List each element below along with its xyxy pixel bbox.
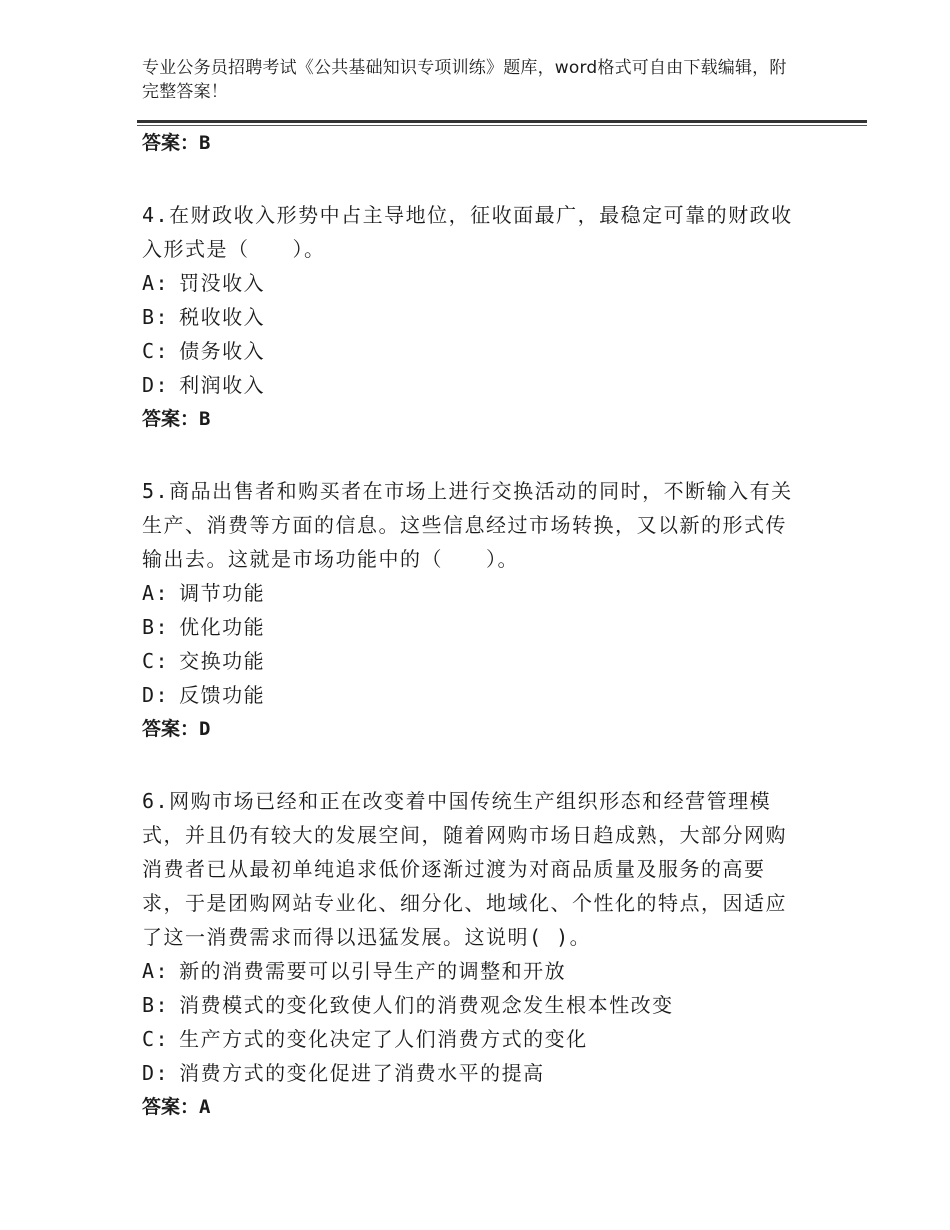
option-letter: D: bbox=[142, 373, 170, 397]
answer-label: 答案： bbox=[142, 1096, 200, 1118]
option-b bbox=[142, 610, 802, 644]
option-letter: D: bbox=[142, 683, 170, 707]
option-text: 反馈功能 bbox=[179, 683, 266, 707]
option-text: 消费模式的变化致使人们的消费观念发生根本性改变 bbox=[179, 993, 674, 1017]
answer-label: 答案： bbox=[142, 718, 200, 740]
question-answer bbox=[142, 402, 802, 436]
option-letter: B: bbox=[142, 305, 170, 329]
answer-label: 答案： bbox=[142, 408, 200, 430]
option-b bbox=[142, 300, 802, 334]
option-text: 调节功能 bbox=[179, 581, 266, 605]
option-letter: A: bbox=[142, 581, 170, 605]
option-text: 生产方式的变化决定了人们消费方式的变化 bbox=[179, 1027, 588, 1051]
previous-answer bbox=[142, 126, 802, 160]
question-6 bbox=[142, 784, 802, 1124]
answer-label: 答案： bbox=[142, 132, 200, 154]
page-header: 专业公务员招聘考试《公共基础知识专项训练》题库，word格式可自由下载编辑，附完整答案！ bbox=[142, 58, 787, 102]
option-d bbox=[142, 1056, 802, 1090]
option-d bbox=[142, 368, 802, 402]
question-stem: 5.商品出售者和购买者在市场上进行交换活动的同时，不断输入有关生产、消费等方面的信息。这些信息经过市场转换，又以新的形式传输出去。这就是市场功能中的（ ）。 bbox=[142, 479, 793, 571]
option-letter: C: bbox=[142, 1027, 170, 1051]
option-letter: A: bbox=[142, 271, 170, 295]
option-c bbox=[142, 644, 802, 678]
option-text: 债务收入 bbox=[179, 339, 266, 363]
option-text: 利润收入 bbox=[179, 373, 266, 397]
option-text: 交换功能 bbox=[179, 649, 266, 673]
question-5 bbox=[142, 474, 802, 746]
option-text: 优化功能 bbox=[179, 615, 266, 639]
option-a bbox=[142, 266, 802, 300]
option-d bbox=[142, 678, 802, 712]
option-text: 消费方式的变化促进了消费水平的提高 bbox=[179, 1061, 545, 1085]
option-letter: A: bbox=[142, 959, 170, 983]
answer-value: A bbox=[199, 1096, 211, 1118]
option-a bbox=[142, 954, 802, 988]
option-text: 新的消费需要可以引导生产的调整和开放 bbox=[179, 959, 567, 983]
answer-value: B bbox=[199, 408, 211, 430]
option-letter: C: bbox=[142, 339, 170, 363]
option-letter: B: bbox=[142, 993, 170, 1017]
question-answer bbox=[142, 1090, 802, 1124]
option-text: 罚没收入 bbox=[179, 271, 266, 295]
question-4 bbox=[142, 198, 802, 436]
question-stem: 4.在财政收入形势中占主导地位，征收面最广，最稳定可靠的财政收入形式是（ ）。 bbox=[142, 203, 793, 261]
answer-value: B bbox=[199, 132, 211, 154]
header-rule-thick bbox=[137, 120, 867, 123]
option-letter: B: bbox=[142, 615, 170, 639]
option-letter: C: bbox=[142, 649, 170, 673]
question-answer bbox=[142, 712, 802, 746]
question-stem: 6.网购市场已经和正在改变着中国传统生产组织形态和经营管理模式，并且仍有较大的发展空间，随着网购市场日趋成熟，大部分网购消费者已从最初单纯追求低价逐渐过渡为对商品质量及服务的高要求，于是团购网站专业化、细分化、地域化、个性化的特点，因适应了这一消费需求而得以迅猛发展。这说明( )。 bbox=[142, 789, 787, 949]
option-text: 税收收入 bbox=[179, 305, 266, 329]
option-letter: D: bbox=[142, 1061, 170, 1085]
option-c bbox=[142, 1022, 802, 1056]
option-c bbox=[142, 334, 802, 368]
option-b bbox=[142, 988, 802, 1022]
option-a bbox=[142, 576, 802, 610]
question-list bbox=[142, 126, 802, 1124]
answer-value: D bbox=[199, 718, 211, 740]
